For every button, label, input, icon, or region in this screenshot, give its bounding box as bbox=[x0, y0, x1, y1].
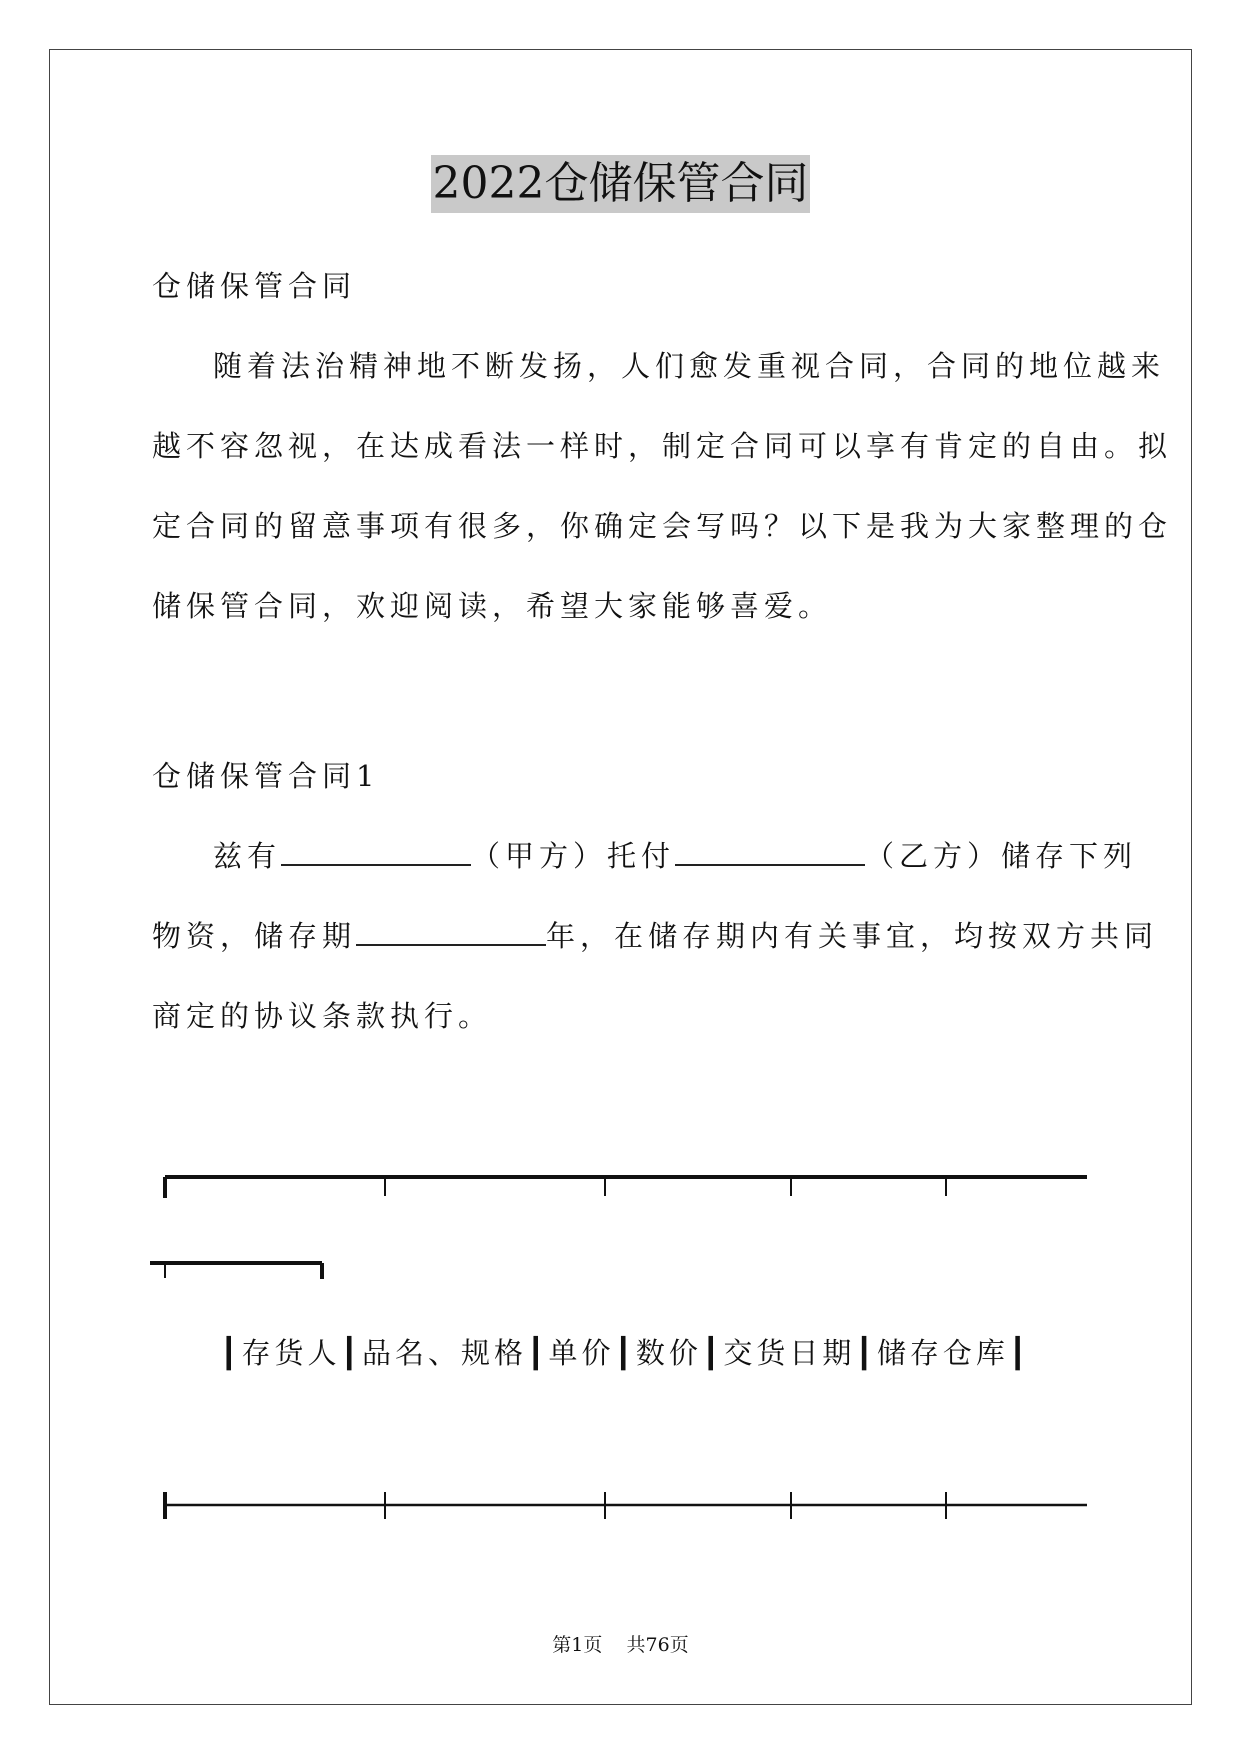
table-middle-rule bbox=[165, 1492, 1087, 1519]
clause-text-2: （甲方）托付 bbox=[471, 839, 676, 873]
header-cell-unit-price: 单价 bbox=[548, 1336, 615, 1370]
table-separator: ┃ bbox=[220, 1336, 242, 1370]
header-cell-delivery-date: 交货日期 bbox=[723, 1336, 856, 1370]
clause-text-3: （乙方）储存下列 bbox=[865, 839, 1138, 873]
intro-line-1: 随着法治精神地不断发扬，人们愈发重视合同，合同的地位越来 bbox=[213, 349, 1166, 383]
table-separator: ┃ bbox=[340, 1336, 362, 1370]
table-separator: ┃ bbox=[701, 1336, 724, 1370]
document-title: 2022仓储保管合同 bbox=[431, 155, 811, 213]
table-separator: ┃ bbox=[1008, 1336, 1031, 1370]
intro-line-4: 储保管合同，欢迎阅读，希望大家能够喜爱。 bbox=[152, 589, 833, 623]
clause-line-3: 商定的协议条款执行。 bbox=[152, 999, 493, 1033]
table-top-rule-continued bbox=[150, 1263, 322, 1279]
header-cell-warehouse: 储存仓库 bbox=[876, 1336, 1009, 1370]
intro-line-3: 定合同的留意事项有很多，你确定会写吗？以下是我为大家整理的仓 bbox=[152, 509, 1173, 543]
clause-text-1: 兹有 bbox=[213, 839, 282, 873]
table-top-rule bbox=[165, 1177, 1087, 1198]
table-separator: ┃ bbox=[855, 1336, 877, 1370]
section-heading: 仓储保管合同1 bbox=[152, 759, 380, 793]
subtitle: 仓储保管合同 bbox=[152, 269, 357, 303]
header-cell-name-spec: 品名、规格 bbox=[361, 1336, 527, 1370]
header-cell-quantity-price: 数价 bbox=[635, 1336, 702, 1370]
table-header-row bbox=[220, 1333, 1030, 1373]
intro-line-2: 越不容忽视，在达成看法一样时，制定合同可以享有肯定的自由。拟 bbox=[152, 429, 1173, 463]
clause-text-5: 年，在储存期内有关事宜，均按双方共同 bbox=[546, 919, 1159, 953]
table-separator: ┃ bbox=[526, 1336, 549, 1370]
clause-text-4: 物资，储存期 bbox=[152, 919, 357, 953]
page-footer: 第1页 共76页 bbox=[552, 1634, 689, 1656]
header-cell-depositor: 存货人 bbox=[241, 1336, 341, 1370]
table-separator: ┃ bbox=[614, 1336, 636, 1370]
